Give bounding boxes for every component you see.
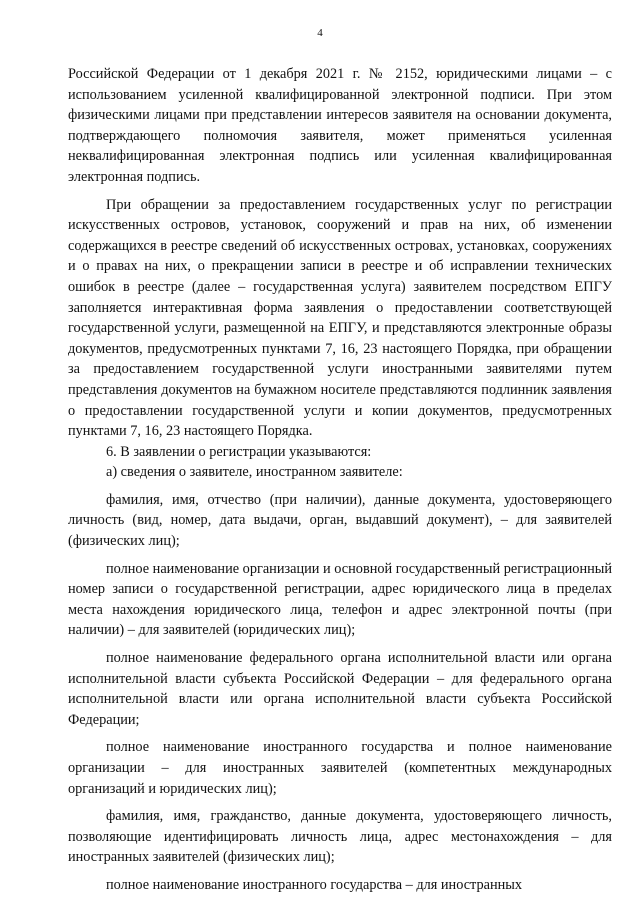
page-number: 4 <box>317 27 323 39</box>
paragraph-signature-rules: Российской Федерации от 1 декабря 2021 г. № 2152, юридическими лицами – с использованием усиленной квалифицированной электронной подписи. При этом физическими лицами при представлении интересов заявителя на основании документа, подтверждающего полномочия заявителя, может применяться усиленная неквалифицированная электронная подпись или усиленная квалифицированная электронная подпись. <box>68 66 612 185</box>
paragraph-subitem-a: а) сведения о заявителе, иностранном заявителе: <box>106 464 403 481</box>
paragraph-item-6: 6. В заявлении о регистрации указываются: <box>106 443 372 460</box>
paragraph-epgu-application: При обращении за предоставлением государственных услуг по регистрации искусственных островов, установок, сооружений и прав на них, об изменении содержащихся в реестре сведений об искусственных островах, установках, сооружениях и о правах на них, о прекращении записи в реестре и об исправлении технических ошибок в реестре (далее – государственная услуга) заявителем посредством ЕПГУ заполняется интерактивная форма заявления о предоставлении соответствующей государственной услуги, размещенной на ЕПГУ, и представляются электронные образы документов, предусмотренных пунктами 7, 16, 23 настоящего Порядка, при обращении за предоставлением государственной услуги иностранными заявителями путем представления документов на бумажном носителе представляются подлинник заявления о предоставлении государственной услуги и копии документов, предусмотренных пунктами 7, 16, 23 настоящего Порядка. <box>68 196 612 440</box>
paragraph-foreign-state: полное наименование иностранного государства – для иностранных <box>106 876 523 893</box>
paragraph-foreign-individuals: фамилия, имя, гражданство, данные документа, удостоверяющего личность, позволяющие идентифицировать личность лица, адрес местонахождения – для иностранных заявителей (физических лиц); <box>68 808 612 866</box>
paragraph-legal-entities: полное наименование организации и основной государственный регистрационный номер записи о государственной регистрации, адрес юридического лица в пределах места нахождения юридического лица, телефон и адрес электронной почты (при наличии) – для заявителей (юридических лиц); <box>68 560 612 639</box>
paragraph-individuals: фамилия, имя, отчество (при наличии), данные документа, удостоверяющего личность (вид, номер, дата выдачи, орган, выдавший документ), – для заявителей (физических лиц); <box>68 491 612 550</box>
document-body <box>68 64 612 896</box>
paragraph-government-bodies: полное наименование федерального органа исполнительной власти или органа исполнительной власти субъекта Российской Федерации – для федерального органа исполнительной власти или органа исполнительной власти субъекта Российской Федерации; <box>68 650 612 728</box>
paragraph-foreign-organizations: полное наименование иностранного государства и полное наименование организации – для иностранных заявителей (компетентных международных организаций и юридических лиц); <box>68 739 612 797</box>
